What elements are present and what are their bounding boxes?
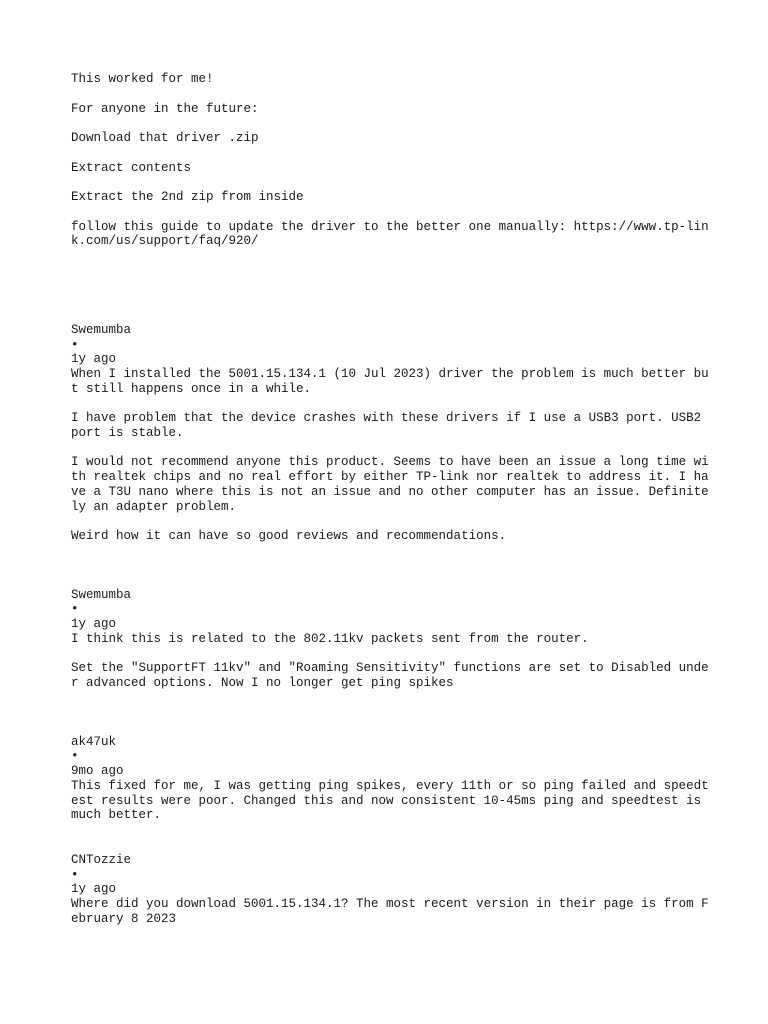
intro-line: This worked for me!: [71, 72, 214, 86]
comment-timestamp[interactable]: 1y ago: [71, 882, 117, 897]
intro-line: Download that driver .zip: [71, 131, 259, 145]
comment-paragraph: I have problem that the device crashes with these drivers if I use a USB3 port. USB2 port is stable.: [71, 411, 709, 440]
comment-timestamp[interactable]: 1y ago: [71, 352, 117, 367]
comment: [71, 853, 711, 927]
comment-author[interactable]: CNTozzie: [71, 852, 132, 867]
comment: [71, 323, 711, 544]
comment-separator: •: [71, 749, 79, 764]
comment-paragraph: When I installed the 5001.15.134.1 (10 Jul 2023) driver the problem is much better but still happens once in a while.: [71, 367, 709, 396]
intro-line: For anyone in the future:: [71, 101, 259, 116]
comment-body: [71, 779, 711, 823]
comment-body: [71, 897, 711, 926]
comment-body-intro: [71, 72, 711, 249]
comment-separator: •: [71, 337, 79, 352]
comment-timestamp[interactable]: 1y ago: [71, 617, 117, 632]
comment-author[interactable]: Swemumba: [71, 587, 132, 602]
comment-separator: •: [71, 602, 79, 617]
intro-line: Extract contents: [71, 160, 192, 175]
comment-body: [71, 367, 711, 544]
comment-author[interactable]: Swemumba: [71, 322, 132, 337]
comment-timestamp[interactable]: 9mo ago: [71, 764, 124, 779]
comment-separator: •: [71, 867, 79, 882]
comment-body: [71, 632, 711, 691]
comment-thread: [71, 72, 711, 926]
comment-paragraph: I would not recommend anyone this product. Seems to have been an issue a long time with realtek chips and no real effort by either TP-link nor realtek to address it. I have a T3U nano where this is not an issue and no other computer has an issue. Definitely an adapter problem.: [71, 455, 709, 514]
comment-paragraph: Set the "SupportFT 11kv" and "Roaming Sensitivity" functions are set to Disabled under advanced options. Now I no longer get ping spikes: [71, 661, 709, 691]
intro-line: Extract the 2nd zip from inside: [71, 190, 304, 204]
comment: [71, 735, 711, 823]
comment: [71, 588, 711, 691]
comment-paragraph: Weird how it can have so good reviews and recommendations.: [71, 529, 507, 544]
comment-author[interactable]: ak47uk: [71, 734, 117, 749]
comment-paragraph: I think this is related to the 802.11kv packets sent from the router.: [71, 631, 589, 646]
intro-line: follow this guide to update the driver to the better one manually: https://www.tp-link.com/us/support/faq/920/: [71, 219, 709, 249]
comment-paragraph: Where did you download 5001.15.134.1? The most recent version in their page is from February 8 2023: [71, 897, 709, 926]
comment-paragraph: This fixed for me, I was getting ping spikes, every 11th or so ping failed and speedtest results were poor. Changed this and now consistent 10-45ms ping and speedtest is much better.: [71, 778, 709, 823]
